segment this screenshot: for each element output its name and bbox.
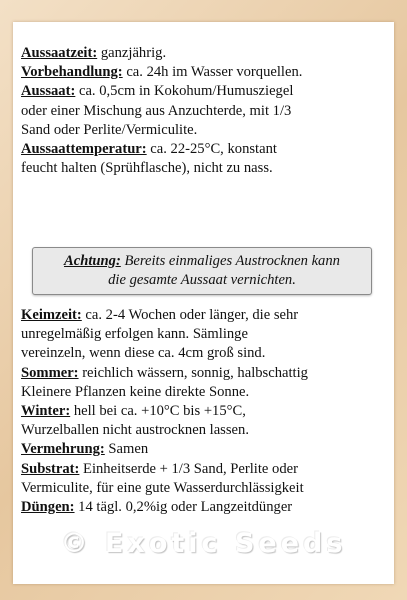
sommer-label: Sommer: [21, 364, 79, 381]
substrat-text: Einheitserde + 1/3 Sand, Perlite oder [79, 460, 298, 477]
winter-line [21, 402, 385, 421]
aussaattemperatur-line [21, 140, 385, 159]
substrat-text-2: Vermiculite, für eine gute Wasserdurchlässigkeit [21, 479, 304, 496]
aussaattemperatur-text: ca. 22-25°C, konstant [146, 141, 277, 158]
warning-label: Achtung: [64, 253, 121, 269]
sommer-line [21, 364, 385, 383]
sommer-text-2: Kleinere Pflanzen keine direkte Sonne. [21, 383, 250, 400]
keimzeit-line [21, 306, 385, 325]
aussaat-text-3: Sand oder Perlite/Vermiculite. [21, 121, 198, 138]
vorbehandlung-line [21, 63, 385, 82]
aussaat-line [21, 82, 385, 101]
aussaat-text: ca. 0,5cm in Kokohum/Humusziegel [75, 83, 294, 100]
aussaattemperatur-label: Aussaattemperatur: [21, 141, 147, 158]
copyright-watermark: © Exotic Seeds [60, 528, 347, 559]
keimzeit-text-3: vereinzeln, wenn diese ca. 4cm groß sind. [21, 345, 266, 362]
aussaatzeit-line [21, 44, 385, 63]
keimzeit-label: Keimzeit: [21, 307, 82, 323]
keimzeit-text: ca. 2-4 Wochen oder länger, die sehr [81, 307, 299, 323]
duengen-label: Düngen: [21, 499, 75, 516]
aussaatzeit-label: Aussaatzeit: [21, 45, 98, 61]
winter-label: Winter: [21, 403, 71, 420]
vorbehandlung-text: ca. 24h im Wasser vorquellen. [122, 64, 303, 81]
substrat-label: Substrat: [21, 460, 80, 477]
duengen-line [21, 498, 385, 517]
aussaat-text-2: oder einer Mischung aus Anzuchterde, mit 1/3 [21, 102, 292, 119]
warning-text-1: Bereits einmaliges Austrocknen kann [120, 253, 340, 269]
winter-text: hell bei ca. +10°C bis +15°C, [70, 403, 246, 420]
winter-text-2: Wurzelballen nicht austrocknen lassen. [21, 422, 249, 439]
vermehrung-text: Samen [104, 441, 149, 458]
vermehrung-label: Vermehrung: [21, 441, 105, 458]
aussaatzeit-text: ganzjährig. [97, 45, 167, 61]
aussaat-label: Aussaat: [21, 83, 76, 100]
instructions-bottom [21, 306, 385, 517]
warning-text-2: die gesamte Aussaat vernichten. [108, 272, 296, 289]
substrat-line [21, 460, 385, 479]
warning-line-1 [33, 252, 371, 271]
sommer-text: reichlich wässern, sonnig, halbschattig [78, 364, 308, 381]
warning-box [32, 247, 372, 295]
aussaattemperatur-text-2: feucht halten (Sprühflasche), nicht zu nass. [21, 160, 273, 177]
vermehrung-line [21, 440, 385, 459]
vorbehandlung-label: Vorbehandlung: [21, 64, 123, 81]
instructions-top [21, 44, 385, 178]
keimzeit-text-2: unregelmäßig erfolgen kann. Sämlinge [21, 326, 248, 343]
duengen-text: 14 tägl. 0,2%ig oder Langzeitdünger [74, 499, 293, 516]
